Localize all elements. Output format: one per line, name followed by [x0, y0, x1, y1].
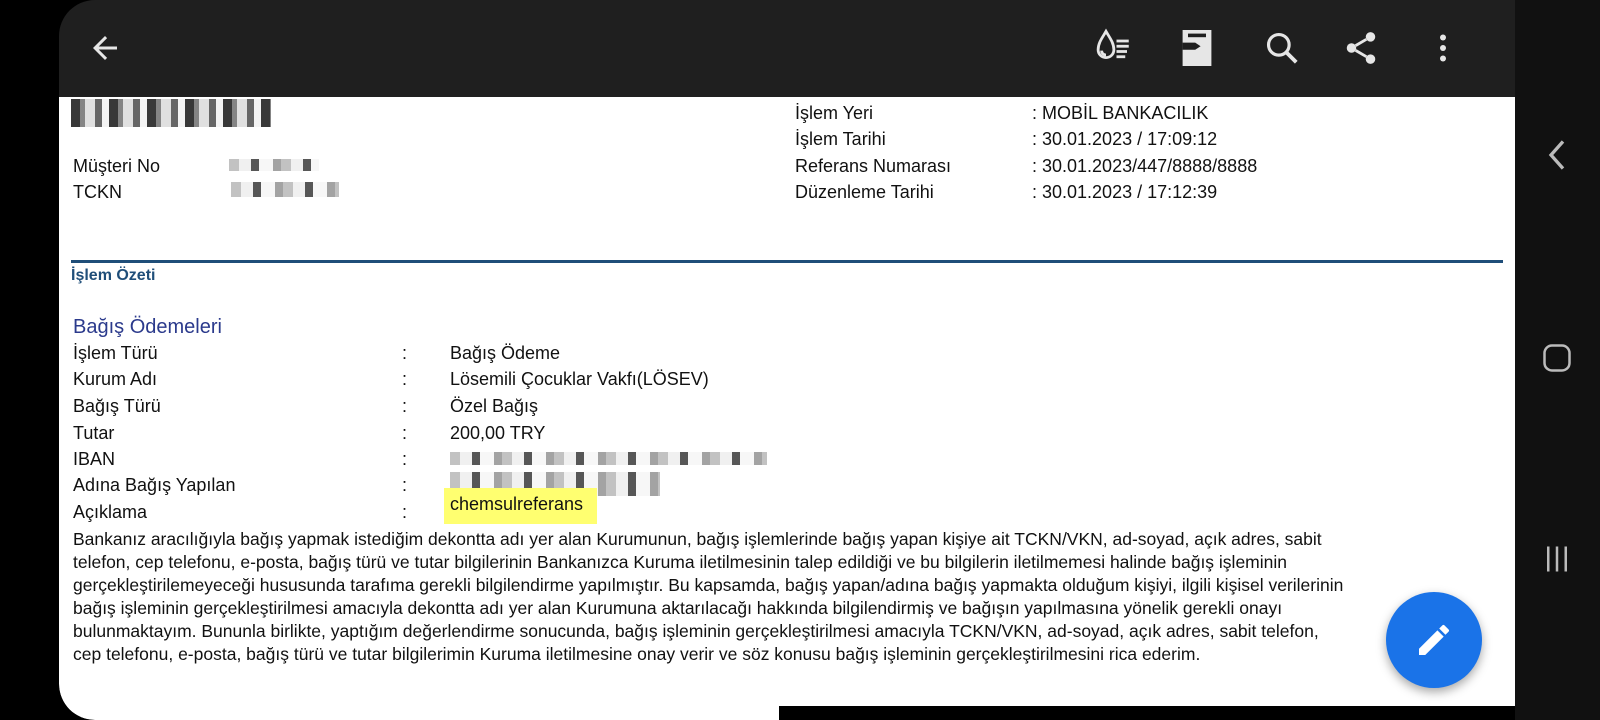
- redacted-customer-no: [229, 159, 319, 171]
- reading-mode-icon[interactable]: [1091, 26, 1135, 70]
- document-page: [59, 97, 1515, 720]
- detail-value: Lösemili Çocuklar Vakfı(LÖSEV): [450, 369, 709, 389]
- bookmark-icon[interactable]: [1175, 26, 1219, 70]
- detail-sep: :: [402, 396, 408, 416]
- home-nav-icon[interactable]: [1535, 336, 1579, 380]
- customer-no-label: Müşteri No: [73, 156, 161, 176]
- edit-pencil-icon[interactable]: [1386, 592, 1482, 688]
- detail-label: Kurum Adı: [73, 369, 158, 389]
- pdf-viewer-app: [59, 0, 1515, 720]
- disclaimer-line: Bankanız aracılığıyla bağış yapmak istediğim dekontta adı yer alan Kurumunun, bağış işlemlerinde bağış yapan kişiye ait TCKN/VKN, ad-soyad, açık adres, sabit: [73, 529, 1322, 549]
- arrow-left-icon[interactable]: [83, 26, 127, 70]
- detail-value: 200,00 TRY: [450, 423, 546, 443]
- redacted-tckn: [231, 182, 339, 197]
- system-nav-bar: [1515, 0, 1600, 720]
- detail-sep: :: [402, 475, 408, 495]
- recents-nav-icon[interactable]: [1535, 537, 1579, 581]
- detail-sep: :: [402, 423, 408, 443]
- section-divider: [71, 260, 1503, 263]
- more-vert-icon[interactable]: [1421, 26, 1465, 70]
- top-toolbar: [59, 0, 1515, 97]
- share-icon[interactable]: [1339, 26, 1383, 70]
- header-label: İşlem Yeri: [795, 103, 874, 123]
- header-label: İşlem Tarihi: [795, 129, 886, 149]
- detail-label: Açıklama: [73, 502, 148, 522]
- disclaimer-line: bağış işleminin gerçekleştirilmesi amacıyla dekontta adı yer alan Kurumuna aktarılacağı hakkında bilgilendirmiş ve bağışın yapılmasına yönelik gerekli onayı: [73, 598, 1283, 618]
- disclaimer-line: gerçekleştirilemeyeceği hususunda tarafıma gerekli bilgilendirme yapılmıştır. Bu kapsamda, bağış yapan/adına bağış yapmakta olduğum kişiyi, ilgili kişisel verilerinin: [73, 575, 1344, 595]
- disclaimer-line: cep telefonu, e-posta, bağış türü ve tutar bilgilerimin Kuruma iletilmesine onay verir ve söz konusu bağış işleminin gerçekleştirilmesini rica ederim.: [73, 644, 1201, 664]
- header-label: Düzenleme Tarihi: [795, 182, 934, 202]
- disclaimer-line: telefon, cep telefonu, e-posta, bağış türü ve tutar bilgilerinin Bankanızca Kuruma iletilmesinin talep edildiği ve bu bilgilerin iletilmemesi halinde bağış işleminin: [73, 552, 1287, 572]
- tckn-label: TCKN: [73, 182, 122, 202]
- detail-value: Bağış Ödeme: [450, 343, 561, 363]
- header-value: : 30.01.2023 / 17:09:12: [1032, 129, 1218, 149]
- header-value: : MOBİL BANKACILIK: [1032, 103, 1209, 123]
- detail-sep: :: [402, 343, 408, 363]
- redacted-bank-logo: [71, 99, 271, 127]
- detail-label: İşlem Türü: [73, 343, 158, 363]
- disclaimer-line: bulunmaktayım. Bununla birlikte, yaptığım değerlendirme sonucunda, bağış işleminin gerçekleştirilmesi amacıyla TCKN/VKN, ad-soyad, açık adres, sabit telefon,: [73, 621, 1319, 641]
- highlighted-description: [450, 493, 597, 515]
- detail-sep: :: [402, 502, 408, 522]
- detail-value: chemsulreferans: [444, 488, 597, 524]
- search-icon[interactable]: [1260, 26, 1304, 70]
- group-title: Bağış Ödemeleri: [73, 316, 222, 338]
- header-label: Referans Numarası: [795, 156, 952, 176]
- detail-label: IBAN: [73, 449, 116, 469]
- back-nav-icon[interactable]: [1535, 133, 1579, 177]
- page-edge: [779, 706, 1515, 720]
- redacted-iban: [450, 452, 767, 465]
- disclaimer-paragraph: [73, 528, 1493, 666]
- header-value: : 30.01.2023/447/8888/8888: [1032, 156, 1258, 176]
- detail-sep: :: [402, 369, 408, 389]
- section-title: İşlem Özeti: [71, 267, 156, 284]
- detail-value: Özel Bağış: [450, 396, 539, 416]
- header-value: : 30.01.2023 / 17:12:39: [1032, 182, 1218, 202]
- detail-label: Bağış Türü: [73, 396, 161, 416]
- detail-sep: :: [402, 449, 408, 469]
- detail-label: Tutar: [73, 423, 115, 443]
- detail-label: Adına Bağış Yapılan: [73, 475, 236, 495]
